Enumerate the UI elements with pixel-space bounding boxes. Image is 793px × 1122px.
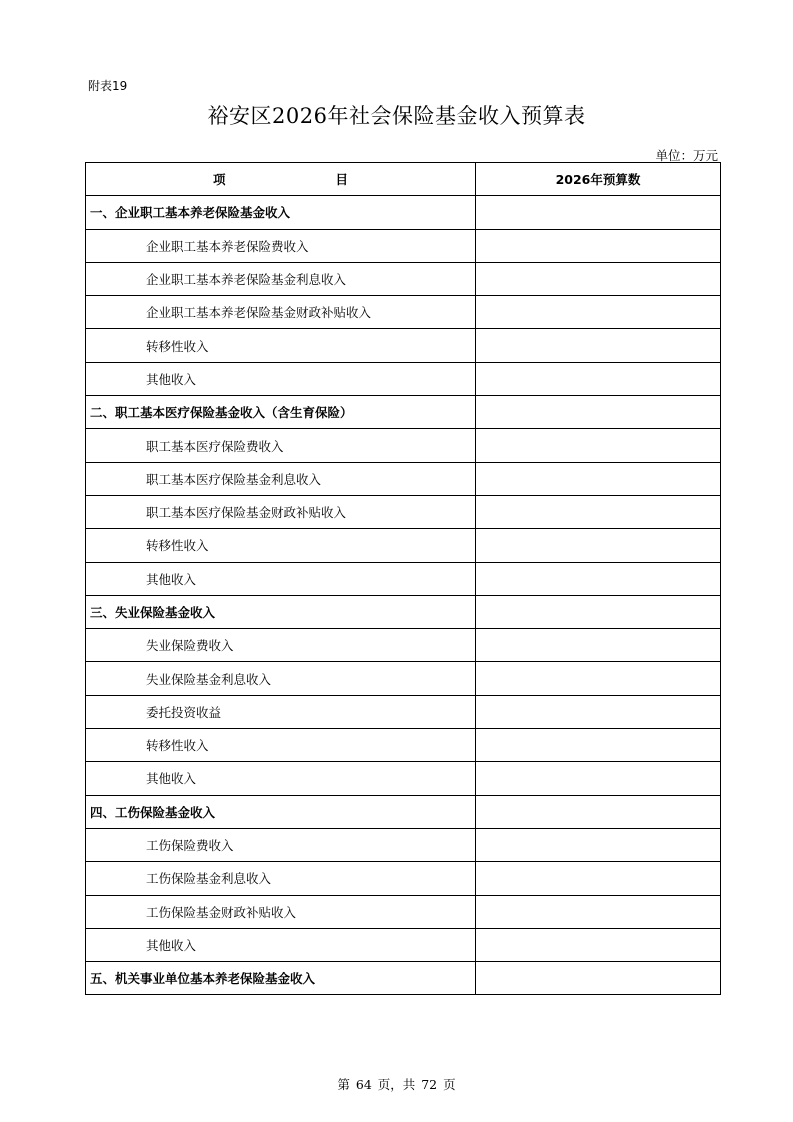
table-row (86, 762, 721, 795)
table-row (86, 828, 721, 861)
table-row (86, 928, 721, 961)
row-label: 其他收入 (86, 928, 476, 961)
section-row (86, 196, 721, 229)
row-label: 委托投资收益 (86, 695, 476, 728)
row-value (476, 629, 721, 662)
row-label: 企业职工基本养老保险费收入 (86, 229, 476, 262)
row-value (476, 662, 721, 695)
table-row (86, 729, 721, 762)
table-row (86, 362, 721, 395)
row-label: 职工基本医疗保险费收入 (86, 429, 476, 462)
table-row (86, 462, 721, 495)
row-value (476, 229, 721, 262)
table-row (86, 262, 721, 295)
row-value (476, 562, 721, 595)
row-label: 四、工伤保险基金收入 (86, 795, 476, 828)
row-label: 企业职工基本养老保险基金财政补贴收入 (86, 296, 476, 329)
row-label: 其他收入 (86, 562, 476, 595)
row-label: 五、机关事业单位基本养老保险基金收入 (86, 962, 476, 995)
table-header-row (86, 163, 721, 196)
row-value (476, 196, 721, 229)
table-row (86, 695, 721, 728)
row-value (476, 695, 721, 728)
table-row (86, 895, 721, 928)
section-row (86, 396, 721, 429)
appendix-label: 附表19 (88, 79, 128, 93)
row-label: 转移性收入 (86, 529, 476, 562)
page-footer: 第 64 页，共 72 页 (337, 1077, 456, 1092)
row-value (476, 795, 721, 828)
budget-table (85, 162, 721, 995)
table-row (86, 562, 721, 595)
row-value (476, 262, 721, 295)
row-value (476, 529, 721, 562)
row-label: 工伤保险费收入 (86, 828, 476, 861)
page-title: 裕安区2026年社会保险基金收入预算表 (207, 104, 586, 128)
header-item-right: 目 (335, 172, 349, 188)
table-row (86, 229, 721, 262)
row-label: 企业职工基本养老保险基金利息收入 (86, 262, 476, 295)
section-row (86, 962, 721, 995)
row-label: 其他收入 (86, 762, 476, 795)
row-value (476, 296, 721, 329)
row-value (476, 895, 721, 928)
header-value: 2026年预算数 (476, 163, 721, 196)
row-label: 转移性收入 (86, 729, 476, 762)
row-value (476, 762, 721, 795)
section-row (86, 795, 721, 828)
row-value (476, 329, 721, 362)
row-value (476, 928, 721, 961)
table-row (86, 329, 721, 362)
header-item-left: 项 (212, 172, 226, 188)
row-label: 失业保险费收入 (86, 629, 476, 662)
row-value (476, 729, 721, 762)
row-value (476, 429, 721, 462)
table-row (86, 662, 721, 695)
section-row (86, 595, 721, 628)
row-label: 职工基本医疗保险基金利息收入 (86, 462, 476, 495)
table-row (86, 495, 721, 528)
row-value (476, 495, 721, 528)
row-label: 失业保险基金利息收入 (86, 662, 476, 695)
row-value (476, 462, 721, 495)
row-value (476, 595, 721, 628)
row-label: 一、企业职工基本养老保险基金收入 (86, 196, 476, 229)
row-value (476, 362, 721, 395)
table-row (86, 429, 721, 462)
row-value (476, 862, 721, 895)
row-value (476, 962, 721, 995)
row-value (476, 828, 721, 861)
header-item (86, 163, 476, 196)
row-label: 二、职工基本医疗保险基金收入（含生育保险） (86, 396, 476, 429)
unit-label: 单位：万元 (655, 148, 718, 163)
row-label: 其他收入 (86, 362, 476, 395)
row-label: 职工基本医疗保险基金财政补贴收入 (86, 495, 476, 528)
table-body (86, 196, 721, 995)
row-label: 三、失业保险基金收入 (86, 595, 476, 628)
row-label: 工伤保险基金财政补贴收入 (86, 895, 476, 928)
table-row (86, 629, 721, 662)
table-row (86, 296, 721, 329)
table-row (86, 862, 721, 895)
row-label: 工伤保险基金利息收入 (86, 862, 476, 895)
table-row (86, 529, 721, 562)
row-label: 转移性收入 (86, 329, 476, 362)
row-value (476, 396, 721, 429)
